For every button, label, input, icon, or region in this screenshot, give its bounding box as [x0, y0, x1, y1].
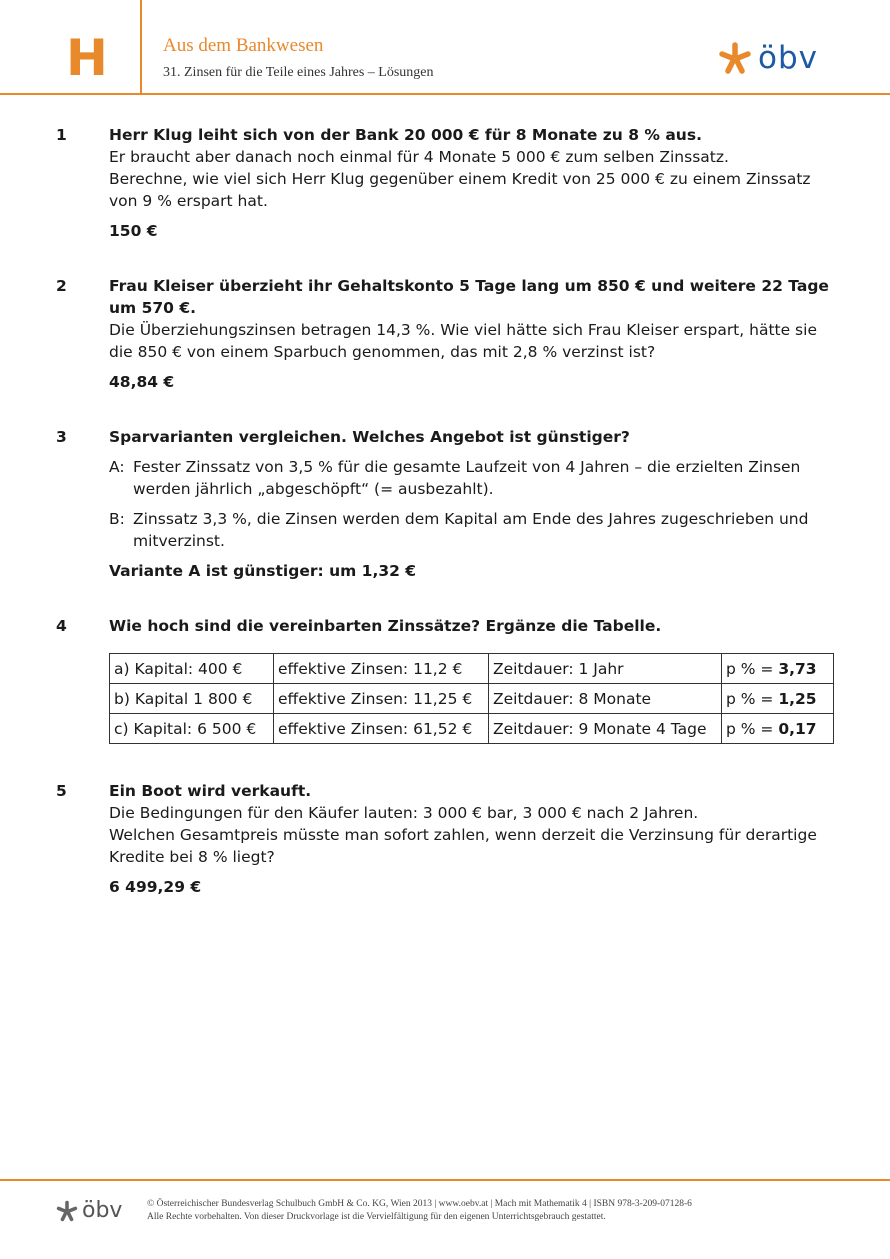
task-answer: 150 € — [109, 222, 158, 240]
chapter-letter: H — [66, 29, 108, 87]
interest-cell: effektive Zinsen: 11,2 € — [274, 654, 489, 684]
capital-cell: a) Kapital: 400 € — [110, 654, 274, 684]
header-divider-horizontal — [0, 93, 890, 95]
capital-cell: b) Kapital 1 800 € — [110, 684, 274, 714]
star-burst-icon — [56, 1200, 78, 1222]
task-body — [109, 426, 839, 582]
footer-brand-name: öbv — [82, 1198, 123, 1223]
table-row — [110, 684, 834, 714]
oebv-logo — [718, 40, 818, 76]
task-number: 1 — [56, 126, 67, 144]
rate-label: p % = — [726, 659, 779, 678]
copyright-notice — [147, 1198, 692, 1224]
task-text: Berechne, wie viel sich Herr Klug gegenüber einem Kredit von 25 000 € zu einem Zinssatz von 9 % erspart hat. — [109, 170, 811, 210]
footer-logo — [56, 1198, 122, 1224]
duration-cell: Zeitdauer: 1 Jahr — [489, 654, 722, 684]
brand-name: öbv — [758, 40, 818, 76]
header-divider-vertical — [140, 0, 142, 94]
interest-rate-table — [109, 653, 834, 744]
rate-cell — [722, 654, 834, 684]
variant-a — [109, 456, 839, 500]
footer-divider — [0, 1179, 890, 1181]
table-row — [110, 654, 834, 684]
capital-cell: c) Kapital: 6 500 € — [110, 714, 274, 744]
rate-cell — [722, 684, 834, 714]
rate-label: p % = — [726, 689, 779, 708]
variant-text: Zinssatz 3,3 %, die Zinsen werden dem Kapital am Ende des Jahres zugeschrieben und mitverzinst. — [133, 510, 809, 550]
interest-cell: effektive Zinsen: 11,25 € — [274, 684, 489, 714]
rate-value: 1,25 — [778, 689, 817, 708]
task-answer: 6 499,29 € — [109, 878, 202, 896]
chapter-title: Aus dem Bankwesen — [163, 35, 324, 56]
task-text: Er braucht aber danach noch einmal für 4 Monate 5 000 € zum selben Zinssatz. — [109, 148, 729, 166]
table-row — [110, 714, 834, 744]
task-number: 2 — [56, 277, 67, 295]
task-answer: Variante A ist günstiger: um 1,32 € — [109, 562, 417, 580]
duration-cell: Zeitdauer: 8 Monate — [489, 684, 722, 714]
task-body — [109, 780, 839, 898]
page-header — [0, 0, 890, 96]
task-body — [109, 275, 839, 393]
task-heading: Sparvarianten vergleichen. Welches Angebot ist günstiger? — [109, 428, 630, 446]
duration-cell: Zeitdauer: 9 Monate 4 Tage — [489, 714, 722, 744]
task-text: Die Überziehungszinsen betragen 14,3 %. Wie viel hätte sich Frau Kleiser erspart, hätte sie die 850 € von einem Sparbuch genommen, das mit 2,8 % verzinst ist? — [109, 321, 817, 361]
task-text: Die Bedingungen für den Käufer lauten: 3 000 € bar, 3 000 € nach 2 Jahren. — [109, 804, 699, 822]
worksheet-subtitle: 31. Zinsen für die Teile eines Jahres – Lösungen — [163, 65, 434, 80]
task-heading: Frau Kleiser überzieht ihr Gehaltskonto 5 Tage lang um 850 € und weitere 22 Tage um 570 €. — [109, 277, 829, 317]
rate-value: 0,17 — [778, 719, 817, 738]
variant-b — [109, 508, 839, 552]
star-burst-icon — [718, 41, 752, 75]
task-text: Welchen Gesamtpreis müsste man sofort zahlen, wenn derzeit die Verzinsung für derartige Kredite bei 8 % liegt? — [109, 826, 817, 866]
rate-label: p % = — [726, 719, 779, 738]
task-body — [109, 615, 839, 637]
rate-cell — [722, 714, 834, 744]
rate-value: 3,73 — [778, 659, 817, 678]
variant-text: Fester Zinssatz von 3,5 % für die gesamte Laufzeit von 4 Jahren – die erzielten Zinsen werden jährlich „abgeschöpft“ (= ausbezahlt). — [133, 458, 801, 498]
rights-line: Alle Rechte vorbehalten. Von dieser Druckvorlage ist die Vervielfältigung für den eigenen Unterrichtsgebrauch gestattet. — [147, 1212, 606, 1222]
task-heading: Ein Boot wird verkauft. — [109, 782, 312, 800]
task-number: 3 — [56, 428, 67, 446]
task-body — [109, 124, 839, 242]
task-heading: Wie hoch sind die vereinbarten Zinssätze? Ergänze die Tabelle. — [109, 617, 662, 635]
task-number: 5 — [56, 782, 67, 800]
variant-label: B: — [109, 510, 125, 528]
variant-label: A: — [109, 458, 125, 476]
task-answer: 48,84 € — [109, 373, 175, 391]
task-heading: Herr Klug leiht sich von der Bank 20 000 € für 8 Monate zu 8 % aus. — [109, 126, 702, 144]
interest-cell: effektive Zinsen: 61,52 € — [274, 714, 489, 744]
copyright-line: © Österreichischer Bundesverlag Schulbuch GmbH & Co. KG, Wien 2013 | www.oebv.at | Mach mit Mathematik 4 | ISBN 978-3-209-07128-6 — [147, 1199, 692, 1209]
task-number: 4 — [56, 617, 67, 635]
